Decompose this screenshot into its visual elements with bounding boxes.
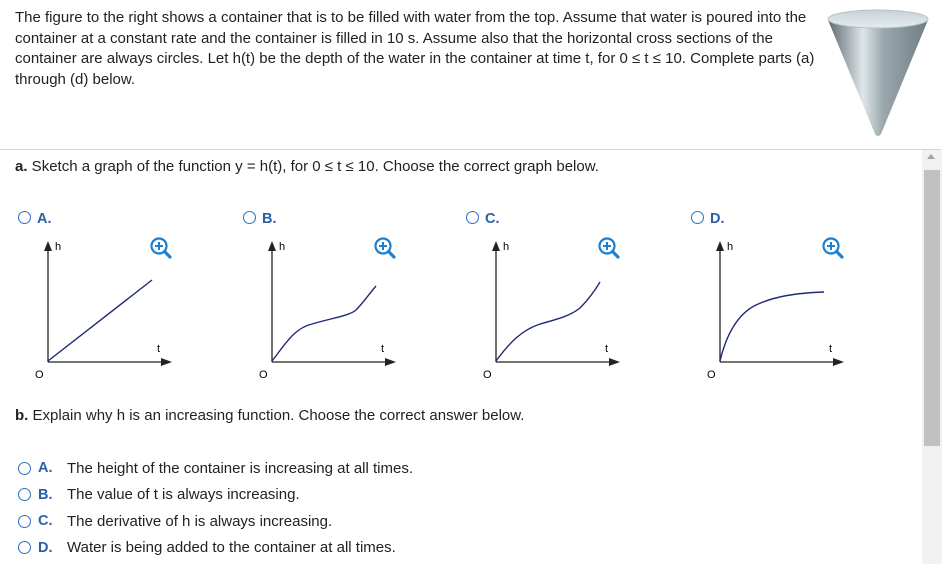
graph-a: [30, 236, 180, 382]
svg-text:h: h: [503, 241, 510, 253]
graph-option-d[interactable]: D.: [691, 211, 725, 227]
graph-option-b[interactable]: B.: [243, 211, 277, 227]
curve: [272, 286, 376, 361]
problem-intro: The figure to the right shows a container that is to be filled with water from the top. Assume that water is poured into the container at a constant rate and the container is filled in 10 s. Assume also that the horizontal cross sections of the container are always circles. Let h(t) be the depth of the water in the container at time t, for 0 ≤ t ≤ 10. Complete parts (a) through (d) below.: [15, 9, 815, 88]
part-b-options: [18, 455, 413, 561]
svg-text:O: O: [259, 369, 268, 381]
svg-text:t: t: [157, 343, 161, 355]
radio-button[interactable]: [18, 488, 31, 501]
svg-text:O: O: [35, 369, 44, 381]
section-divider: [0, 149, 941, 150]
radio-button[interactable]: [18, 541, 31, 554]
svg-text:h: h: [727, 241, 734, 253]
graph-option-a[interactable]: A.: [18, 211, 52, 227]
graph-option-c[interactable]: C.: [466, 211, 500, 227]
radio-button[interactable]: [243, 211, 256, 224]
curve: [48, 280, 152, 361]
answer-option-b[interactable]: B. The value of t is always increasing.: [18, 482, 413, 509]
svg-text:t: t: [605, 343, 609, 355]
graph-b: [254, 236, 404, 382]
radio-button[interactable]: [18, 462, 31, 475]
svg-text:h: h: [55, 241, 62, 253]
curve: [496, 282, 600, 361]
radio-button[interactable]: [18, 515, 31, 528]
svg-text:t: t: [381, 343, 385, 355]
svg-text:O: O: [707, 369, 716, 381]
answer-option-c[interactable]: C. The derivative of h is always increasing.: [18, 508, 413, 535]
part-a-question: a. Sketch a graph of the function y = h(t), for 0 ≤ t ≤ 10. Choose the correct graph below.: [15, 158, 599, 175]
answer-option-d[interactable]: D. Water is being added to the container at all times.: [18, 535, 413, 562]
vertical-scrollbar[interactable]: [922, 150, 942, 564]
graph-d: [702, 236, 852, 382]
scroll-up-arrow-icon[interactable]: [927, 154, 935, 159]
cone-container-figure: [826, 6, 930, 138]
part-b-question: b. Explain why h is an increasing function. Choose the correct answer below.: [15, 407, 525, 424]
scroll-thumb[interactable]: [924, 170, 940, 446]
radio-button[interactable]: [466, 211, 479, 224]
svg-text:h: h: [279, 241, 286, 253]
svg-text:O: O: [483, 369, 492, 381]
radio-button[interactable]: [691, 211, 704, 224]
curve: [720, 292, 824, 361]
svg-text:t: t: [829, 343, 833, 355]
graph-c: [478, 236, 628, 382]
answer-option-a[interactable]: A. The height of the container is increasing at all times.: [18, 455, 413, 482]
radio-button[interactable]: [18, 211, 31, 224]
